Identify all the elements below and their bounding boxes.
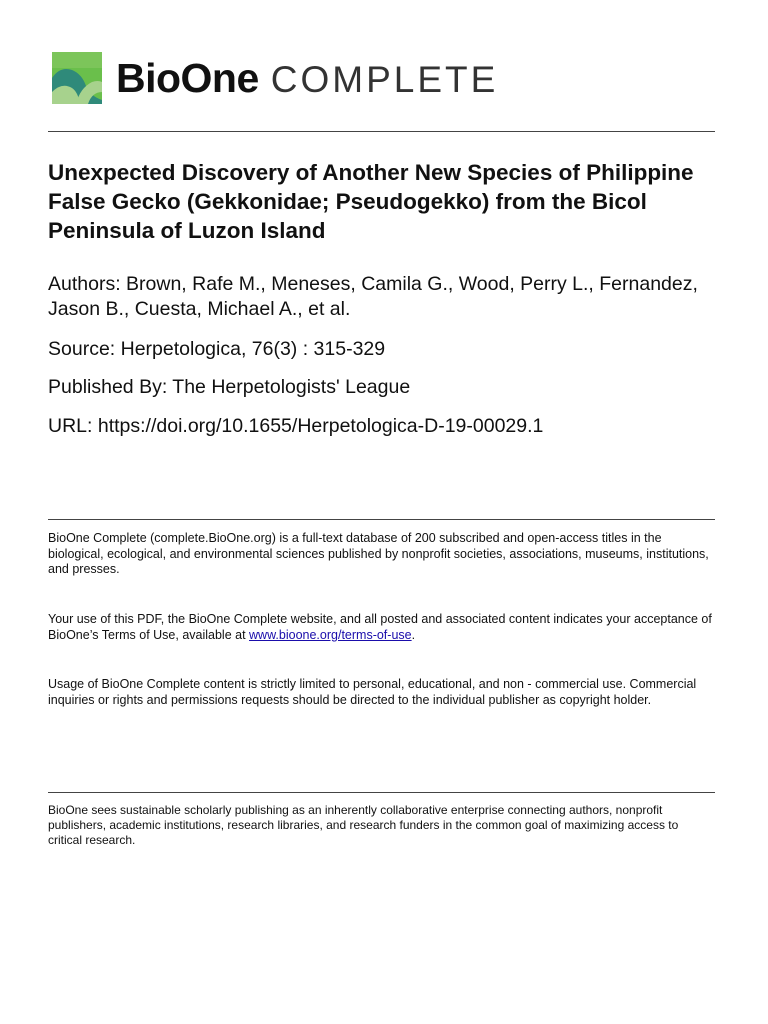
terms-of-use-link[interactable]: www.bioone.org/terms-of-use [249,627,412,642]
header-divider [48,131,715,132]
usage-notice: Usage of BioOne Complete content is strictly limited to personal, educational, and non - commercial use. Commercial inquiries or rights and permissions requests should be directed to the individual publisher as copyright holder. [48,677,697,707]
database-description: BioOne Complete (complete.BioOne.org) is a full-text database of 200 subscribed and open-access titles in the biological, ecological, and environmental sciences published by nonprofit societies, associations, museums, institutions, and presses. [48,531,709,576]
brand-wordmark [116,55,498,102]
bioone-leaf-icon [52,52,102,104]
article-publisher: Published By: The Herpetologists' League [48,376,411,398]
notice-divider [48,519,715,520]
terms-suffix: . [411,627,416,642]
article-url[interactable]: URL: https://doi.org/10.1655/Herpetologica-D-19-00029.1 [48,415,544,437]
article-authors: Authors: Brown, Rafe M., Meneses, Camila G., Wood, Perry L., Fernandez, Jason B., Cuesta, Michael A., et al. [48,273,698,320]
terms-text: Your use of this PDF, the BioOne Complete website, and all posted and associated content indicates your acceptance of BioOne’s Terms of Use, available at [48,612,712,642]
article-title: Unexpected Discovery of Another New Species of Philippine False Gecko (Gekkonidae; Pseudogekko) from the Bicol Peninsula of Luzon Island [48,160,694,243]
brand-name: BioOne [116,54,259,101]
terms-of-use-notice [48,612,715,643]
bioone-logo [52,50,498,106]
footer-divider [48,792,715,793]
article-source: Source: Herpetologica, 76(3) : 315-329 [48,338,386,360]
brand-product: COMPLETE [270,58,499,100]
document-page [48,0,715,1024]
mission-statement: BioOne sees sustainable scholarly publishing as an inherently collaborative enterprise connecting authors, nonprofit publishers, academic institutions, research libraries, and research funders in the common goal of maximizing access to critical research. [48,803,679,847]
